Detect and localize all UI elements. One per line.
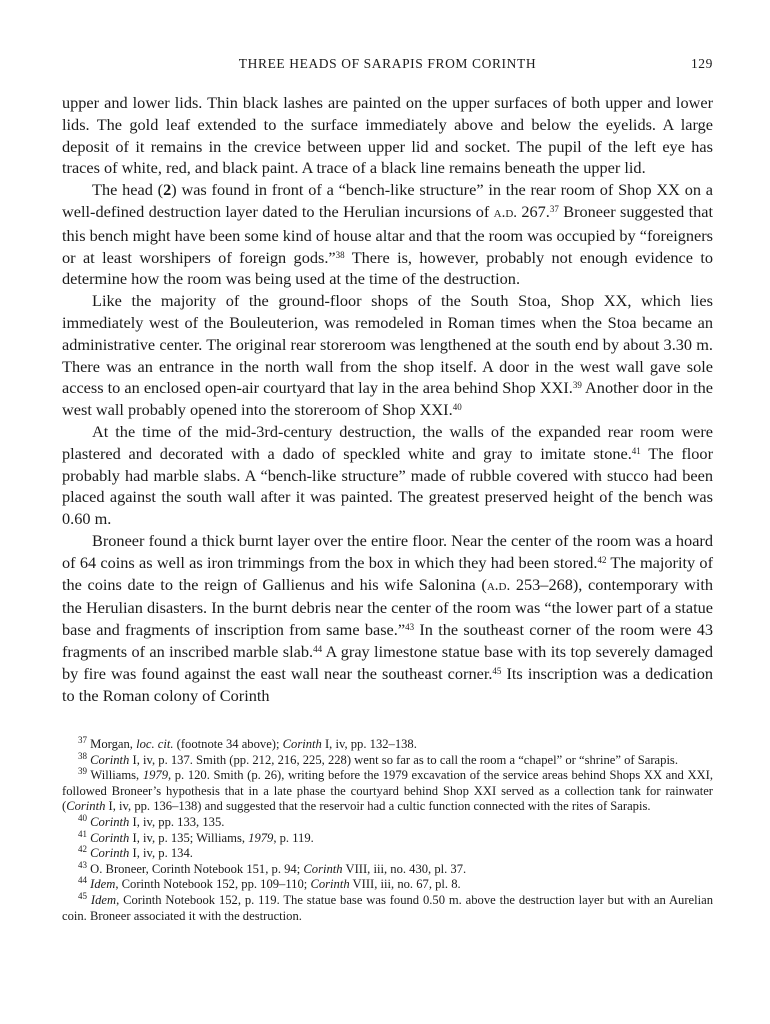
- text: (footnote 34 above);: [173, 737, 283, 751]
- italic-text: 1979: [248, 830, 274, 845]
- text: I, iv, p. 137. Smith (pp. 212, 216, 225, 228) went so far as to call the room a “chapel” or “shrine” of Sarapis.: [129, 752, 678, 767]
- footnote-37: [62, 737, 713, 753]
- footnote-39: [62, 768, 713, 815]
- text: Like the majority of the ground-floor shops of the South Stoa, Shop XX, which lies immediately west of the Bouleuterion, was remodeled in Roman times when the Stoa became an administrative center. The original rear storeroom was lengthened at the south end by about 3.30 m. There was an entrance in the north wall from the shop itself. A door in the west wall gave sole access to an enclosed open-air courtyard that lay in the area behind Shop XXI.: [62, 291, 713, 398]
- text: ) was found in front of a “bench-like structure” in the rear room of Shop XX on a well-defined destruction layer dated to the Herulian incursions of: [62, 180, 714, 221]
- text: Morgan,: [87, 737, 137, 751]
- text: , Corinth Notebook 152, p. 119. The statue base was found 0.50 m. above the destruction layer but with an Aurelian coin. Broneer associated it with the destruction.: [62, 892, 713, 923]
- text: There is, however, probably not enough evidence to determine how the room was being used at the time of the destruction.: [62, 247, 713, 289]
- footnote-number: 37: [78, 735, 87, 746]
- text: O. Broneer, Corinth Notebook 151, p. 94;: [87, 861, 304, 876]
- page-number: 129: [690, 56, 713, 71]
- text: Its inscription was a dedication to the Roman colony of Corinth: [62, 663, 713, 705]
- footnote-ref[interactable]: 40: [452, 402, 462, 413]
- italic-text: Corinth: [90, 752, 130, 767]
- footnote-ref[interactable]: 37: [549, 204, 559, 215]
- body-text: [62, 92, 713, 706]
- footnote-number: 40: [78, 813, 87, 824]
- paragraph-1-text: upper and lower lids. Thin black lashes are painted on the upper surfaces of both upper and lower lids. The gold leaf extended to the surface immediately above and below the eyelids. A large deposit of it remains in the crevice between upper lid and socket. The pupil of the left eye has traces of white, red, and black paint. A trace of a black line remains beneath the upper lid.: [62, 93, 713, 178]
- italic-text: Corinth: [66, 799, 106, 814]
- text: Another door in the west wall probably opened into the storeroom of Shop XXI.: [62, 378, 714, 420]
- text: The head (: [92, 180, 164, 200]
- text: Broneer suggested that this bench might have been some kind of house altar and that the room was occupied by “foreigners or at least worshipers of foreign gods.”: [62, 201, 714, 267]
- text: VIII, iii, no. 430, pl. 37.: [342, 861, 467, 876]
- text: A gray limestone statue base with its top severely damaged by fire was found against the east wall near the southeast corner.: [62, 641, 713, 683]
- footnote-ref[interactable]: 44: [313, 643, 323, 654]
- footnote-ref[interactable]: 42: [597, 554, 607, 565]
- footnote-number: 44: [78, 875, 87, 886]
- footnote-40: [62, 815, 713, 831]
- footnote-number: 42: [78, 844, 87, 855]
- running-head: [62, 56, 713, 78]
- italic-text: Corinth: [90, 846, 130, 861]
- paragraph-3: [62, 290, 713, 421]
- paragraph-4: [62, 421, 713, 530]
- footnote-42: [62, 846, 713, 862]
- footnote-number: 41: [78, 828, 87, 839]
- text: I, iv, pp. 136–138) and suggested that the reservoir had a cultic function connected with the rites of Sarapis.: [105, 799, 651, 814]
- italic-text: Idem: [90, 877, 116, 892]
- footnote-number: 43: [78, 859, 87, 870]
- head-number: 2: [163, 180, 172, 200]
- footnote-45: [62, 893, 713, 924]
- text: VIII, iii, no. 67, pl. 8.: [349, 877, 461, 892]
- text: Broneer found a thick burnt layer over the entire floor. Near the center of the room was a hoard of 64 coins as well as iron trimmings from the box in which they had been stored.: [62, 530, 713, 572]
- italic-text: Idem: [90, 892, 117, 907]
- era-abbrev: a.d.: [486, 577, 511, 594]
- italic-text: 1979: [142, 768, 168, 783]
- italic-text: Corinth: [90, 814, 130, 829]
- italic-text: loc. cit.: [136, 737, 174, 751]
- era-abbrev: a.d.: [493, 204, 518, 221]
- text: , Corinth Notebook 152, pp. 109–110;: [115, 877, 311, 892]
- footnote-ref[interactable]: 41: [631, 445, 641, 456]
- footnote-ref[interactable]: 38: [335, 249, 345, 260]
- text: 253–268), contemporary with the Herulian disasters. In the burnt debris near the center of the room was “the lower part of a statue base and fragments of inscription from same base.”: [62, 574, 714, 640]
- paragraph-5: [62, 530, 713, 706]
- footnote-44: [62, 877, 713, 893]
- text: I, iv, p. 134.: [129, 846, 193, 861]
- italic-text: Corinth: [303, 861, 343, 876]
- text: The majority of the coins date to the reign of Gallienus and his wife Salonina (: [62, 552, 713, 594]
- text: , p. 120. Smith (p. 26), writing before the 1979 excavation of the service areas behind Shops XX and XXI, followed Broneer’s hypothesis that in a late phase the courtyard behind Shop XXI served as a collection tank for rainwater (: [62, 768, 713, 814]
- text: 267.: [517, 201, 550, 221]
- footnotes: [62, 737, 713, 924]
- footnote-ref[interactable]: 45: [492, 665, 502, 676]
- footnote-38: [62, 750, 713, 769]
- text: , p. 119.: [273, 830, 314, 845]
- text: I, iv, p. 135; Williams,: [129, 830, 249, 845]
- running-title: THREE HEADS OF SARAPIS FROM CORINTH: [238, 56, 537, 71]
- text: In the southeast corner of the room were 43 fragments of an inscribed marble slab.: [62, 620, 714, 661]
- italic-text: Corinth: [90, 830, 130, 845]
- italic-text: Corinth: [310, 877, 350, 892]
- footnote-ref[interactable]: 39: [572, 380, 582, 391]
- italic-text: Corinth: [282, 737, 322, 751]
- paragraph-2: [62, 179, 713, 290]
- text: Williams,: [87, 768, 143, 783]
- text: I, iv, pp. 133, 135.: [129, 814, 225, 829]
- text: The floor probably had marble slabs. A “bench-like structure” made of rubble covered with stucco had been placed against the south wall after it was painted. The greatest preserved height of the bench was 0.60 m.: [62, 443, 713, 529]
- text: I, iv, pp. 132–138.: [321, 737, 417, 751]
- footnote-41: [62, 828, 713, 847]
- footnote-number: 38: [78, 750, 87, 761]
- text: At the time of the mid-3rd-century destruction, the walls of the expanded rear room were plastered and decorated with a dado of speckled white and gray to imitate stone.: [62, 421, 713, 463]
- footnote-43: [62, 859, 713, 878]
- footnote-number: 45: [78, 891, 87, 901]
- page: [62, 56, 713, 706]
- footnote-number: 39: [78, 766, 87, 777]
- footnote-ref[interactable]: 43: [405, 622, 415, 633]
- paragraph-1: [62, 92, 713, 179]
